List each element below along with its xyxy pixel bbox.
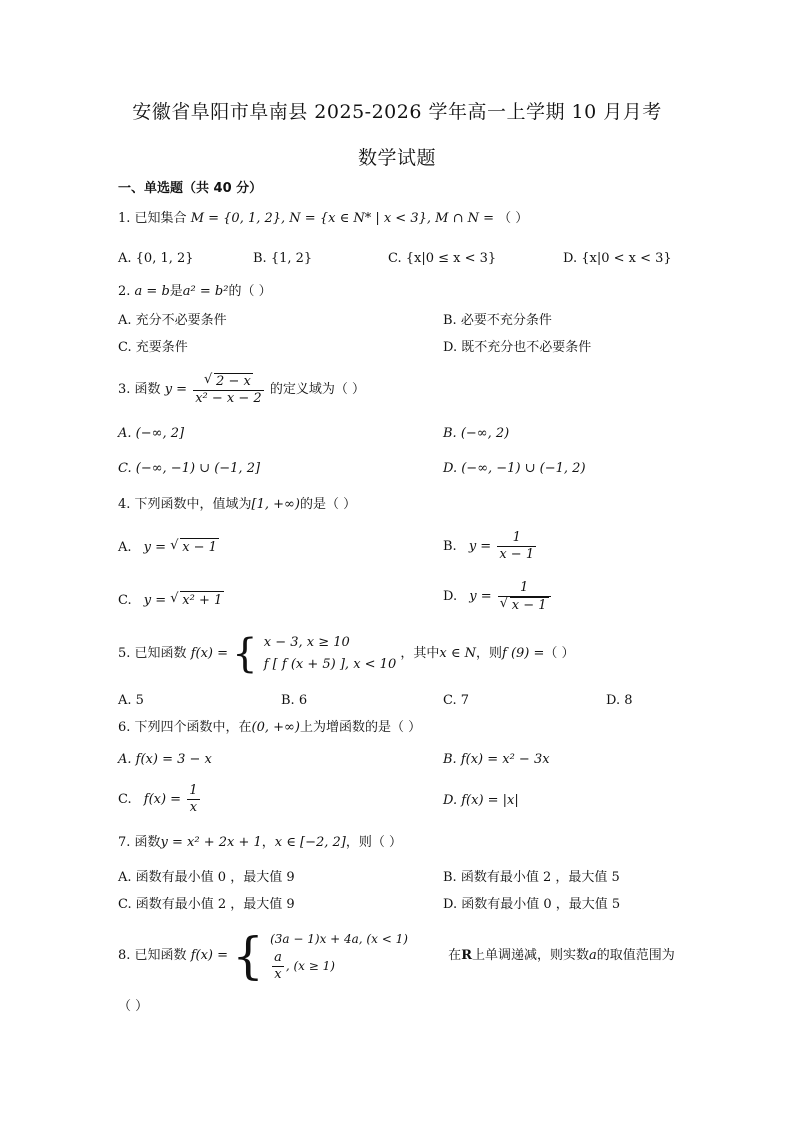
q8-lhs: f(x) = [190,948,228,963]
q2-option-c: C. 充要条件 [118,340,188,355]
q5-cases: x − 3, x ≥ 10 f [ f (x + 5) ], x < 10 [263,634,397,672]
left-brace-icon: { [232,926,264,985]
q7-option-a: A. 函数有最小值 0 ，最大值 9 [118,870,295,885]
q3-prefix: 3. 函数 [118,382,161,397]
q2-suffix: 的（ ） [228,284,272,299]
q5-mid: ，其中 [400,646,440,661]
q4-prefix: 4. 下列函数中，值域为 [118,497,252,512]
question-6 [118,719,421,737]
q5-lhs: f(x) = [190,646,228,661]
exam-subject-title: 数学试题 [357,147,436,169]
q5-option-c: C. 7 [443,693,470,708]
q1-option-d: D. {x|0 < x < 3} [563,251,672,266]
q3-option-c: C. (−∞, −1) ∪ (−1, 2] [118,461,261,476]
q1-option-a: A. {0, 1, 2} [118,251,194,266]
q4-option-d: D. y = 1 √ x − 1 [443,578,553,616]
q3-fraction [193,373,263,407]
question-5 [118,630,575,678]
q7-mid: ， [261,835,275,850]
q5-option-b: B. 6 [281,693,308,708]
q5-prefix: 5. 已知函数 [118,646,187,661]
q6-suffix: 上为增函数的是（ ） [299,720,422,735]
exam-title: 安徽省阜阳市阜南县 2025-2026 学年高一上学期 10 月月考 [132,101,662,123]
q6-prefix: 6. 下列四个函数中，在 [118,720,252,735]
q3-denominator: x² − x − 2 [195,390,262,406]
q6-option-a: A. f(x) = 3 − x [118,752,212,767]
q2-math2: a² = b² [182,284,229,299]
q7-option-b: B. 函数有最小值 2 ，最大值 5 [443,870,620,885]
q1-suffix: （ ） [498,211,529,226]
q2-prefix: 2. [118,284,131,299]
q4-option-c: C. y = √ x² + 1 [118,591,224,610]
q4-suffix: 的是（ ） [299,497,357,512]
q7-prefix: 7. 函数 [118,835,161,850]
q5-math3: f (9) = [502,646,545,661]
q2-mid: 是 [169,284,183,299]
q5-math2: x ∈ N [439,646,476,661]
q1-option-b: B. {1, 2} [253,251,313,266]
question-3 [118,370,365,410]
question-8 [118,928,675,983]
q5-suffix: （ ） [544,646,575,661]
q3-suffix: 的定义域为（ ） [269,382,365,397]
q3-option-b: B. (−∞, 2) [443,426,510,441]
question-1 [118,210,528,228]
q5-mid2: ，则 [476,646,503,661]
q4-math: [1, +∞) [251,497,300,512]
q4-option-b: B. y = $\frac{1}{x - 1}$ [443,530,535,562]
q3-option-d: D. (−∞, −1) ∪ (−1, 2) [443,461,586,476]
q7-option-d: D. 函数有最小值 0 ，最大值 5 [443,897,621,912]
q8-math3: a [589,948,597,963]
q2-option-a: A. 充分不必要条件 [118,313,227,328]
question-2 [118,283,272,301]
q3-numerator: 2 − x [216,373,251,389]
left-brace-icon: { [232,630,258,677]
q6-option-d: D. f(x) = |x| [443,793,519,808]
q8-mid: 在 [448,948,462,963]
q5-option-a: A. 5 [118,693,144,708]
q8-cases: (3a − 1)x + 4a, (x < 1) $\frac{a}{x}$ , (x ≥ 1) [270,932,408,982]
q5-option-d: D. 8 [606,693,633,708]
q3-option-a: A. (−∞, 2] [118,426,185,441]
q8-mid2: 上单调递减，则实数 [472,948,590,963]
q1-prefix: 1. 已知集合 [118,211,187,226]
q7-math: y = x² + 2x + 1 [160,835,262,850]
q1-math: M = {0, 1, 2}, N = {x ∈ N* | x < 3}, M ∩ N = [190,211,495,226]
q2-option-d: D. 既不充分也不必要条件 [443,340,592,355]
q3-lhs: y = [164,382,188,397]
q6-option-c: C. f(x) = $\frac{1}{x}$ [118,783,198,815]
q6-math: (0, +∞) [251,720,300,735]
q2-option-b: B. 必要不充分条件 [443,313,552,328]
q8-answer-paren: （ ） [118,999,149,1014]
q8-math2: R [461,948,472,963]
q6-option-b: B. f(x) = x² − 3x [443,752,550,767]
question-7 [118,834,402,852]
q7-math2: x ∈ [−2, 2] [274,835,346,850]
section-heading: 一、单选题（共 40 分） [118,181,263,196]
q1-option-c: C. {x|0 ≤ x < 3} [388,251,497,266]
question-4 [118,496,356,514]
q8-prefix: 8. 已知函数 [118,948,187,963]
q7-suffix: ，则（ ） [345,835,402,850]
q8-suffix: 的取值范围为 [596,948,675,963]
q7-option-c: C. 函数有最小值 2 ，最大值 9 [118,897,295,912]
q2-math: a = b [134,284,170,299]
q4-option-a: A. y = √ x − 1 [118,538,219,557]
